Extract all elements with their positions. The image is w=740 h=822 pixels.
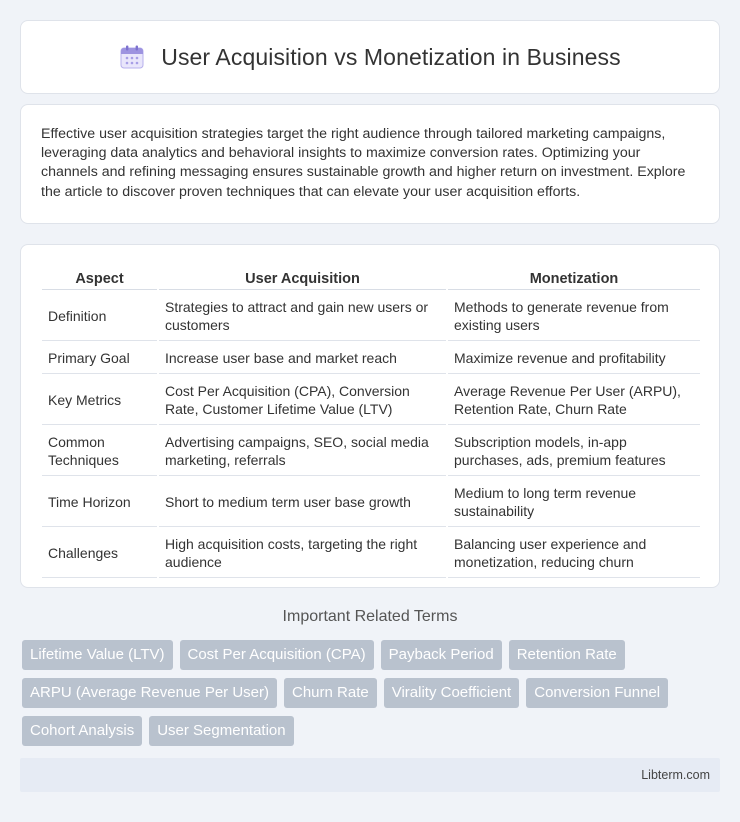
table-row	[42, 376, 700, 425]
table-row	[42, 427, 700, 476]
calendar-icon	[119, 44, 145, 70]
tag-conversion-funnel[interactable]: Conversion Funnel	[526, 678, 668, 708]
comparison-table	[40, 265, 702, 580]
cell-monetization: Methods to generate revenue from existing users	[448, 292, 700, 341]
related-terms-tags	[22, 640, 722, 746]
cell-monetization: Subscription models, in-app purchases, ads, premium features	[448, 427, 700, 476]
tag-user-segmentation[interactable]: User Segmentation	[149, 716, 293, 746]
cell-aspect: Definition	[42, 292, 157, 341]
related-terms-title: Important Related Terms	[282, 608, 458, 625]
cell-user-acquisition: Strategies to attract and gain new users or customers	[159, 292, 446, 341]
tag-cohort-analysis[interactable]: Cohort Analysis	[22, 716, 142, 746]
table-header-row	[42, 267, 700, 290]
footer-site-link[interactable]: Libterm.com	[641, 768, 710, 782]
tag-arpu[interactable]: ARPU (Average Revenue Per User)	[22, 678, 277, 708]
intro-text: Effective user acquisition strategies target the right audience through tailored marketing campaigns, leveraging data analytics and behavioral insights to maximize conversion rates. Optimizing your channels and refining messaging ensures sustainable growth and higher return on investment. Explore the article to discover proven techniques that can elevate your user acquisition efforts.	[41, 126, 686, 200]
header-aspect: Aspect	[42, 267, 157, 290]
cell-monetization: Medium to long term revenue sustainability	[448, 478, 700, 527]
cell-aspect: Time Horizon	[42, 478, 157, 527]
table-row	[42, 343, 700, 374]
footer	[20, 758, 720, 792]
intro-card	[20, 104, 720, 224]
tag-lifetime-value[interactable]: Lifetime Value (LTV)	[22, 640, 173, 670]
cell-aspect: Key Metrics	[42, 376, 157, 425]
cell-monetization: Average Revenue Per User (ARPU), Retention Rate, Churn Rate	[448, 376, 700, 425]
tag-churn-rate[interactable]: Churn Rate	[284, 678, 377, 708]
tag-cost-per-acquisition[interactable]: Cost Per Acquisition (CPA)	[180, 640, 374, 670]
tag-retention-rate[interactable]: Retention Rate	[509, 640, 625, 670]
cell-aspect: Challenges	[42, 529, 157, 578]
table-row	[42, 529, 700, 578]
cell-monetization: Balancing user experience and monetization, reducing churn	[448, 529, 700, 578]
cell-user-acquisition: Increase user base and market reach	[159, 343, 446, 374]
cell-aspect: Common Techniques	[42, 427, 157, 476]
comparison-table-card	[20, 244, 720, 588]
cell-user-acquisition: Advertising campaigns, SEO, social media marketing, referrals	[159, 427, 446, 476]
table-row	[42, 292, 700, 341]
header-monetization: Monetization	[448, 267, 700, 290]
cell-aspect: Primary Goal	[42, 343, 157, 374]
tag-payback-period[interactable]: Payback Period	[381, 640, 502, 670]
header-user-acquisition: User Acquisition	[159, 267, 446, 290]
table-row	[42, 478, 700, 527]
page-title: User Acquisition vs Monetization in Business	[161, 43, 621, 70]
tag-virality-coefficient[interactable]: Virality Coefficient	[384, 678, 520, 708]
cell-user-acquisition: Short to medium term user base growth	[159, 478, 446, 527]
cell-user-acquisition: Cost Per Acquisition (CPA), Conversion Rate, Customer Lifetime Value (LTV)	[159, 376, 446, 425]
header-card	[20, 20, 720, 94]
cell-monetization: Maximize revenue and profitability	[448, 343, 700, 374]
title-wrap	[119, 44, 621, 71]
cell-user-acquisition: High acquisition costs, targeting the right audience	[159, 529, 446, 578]
